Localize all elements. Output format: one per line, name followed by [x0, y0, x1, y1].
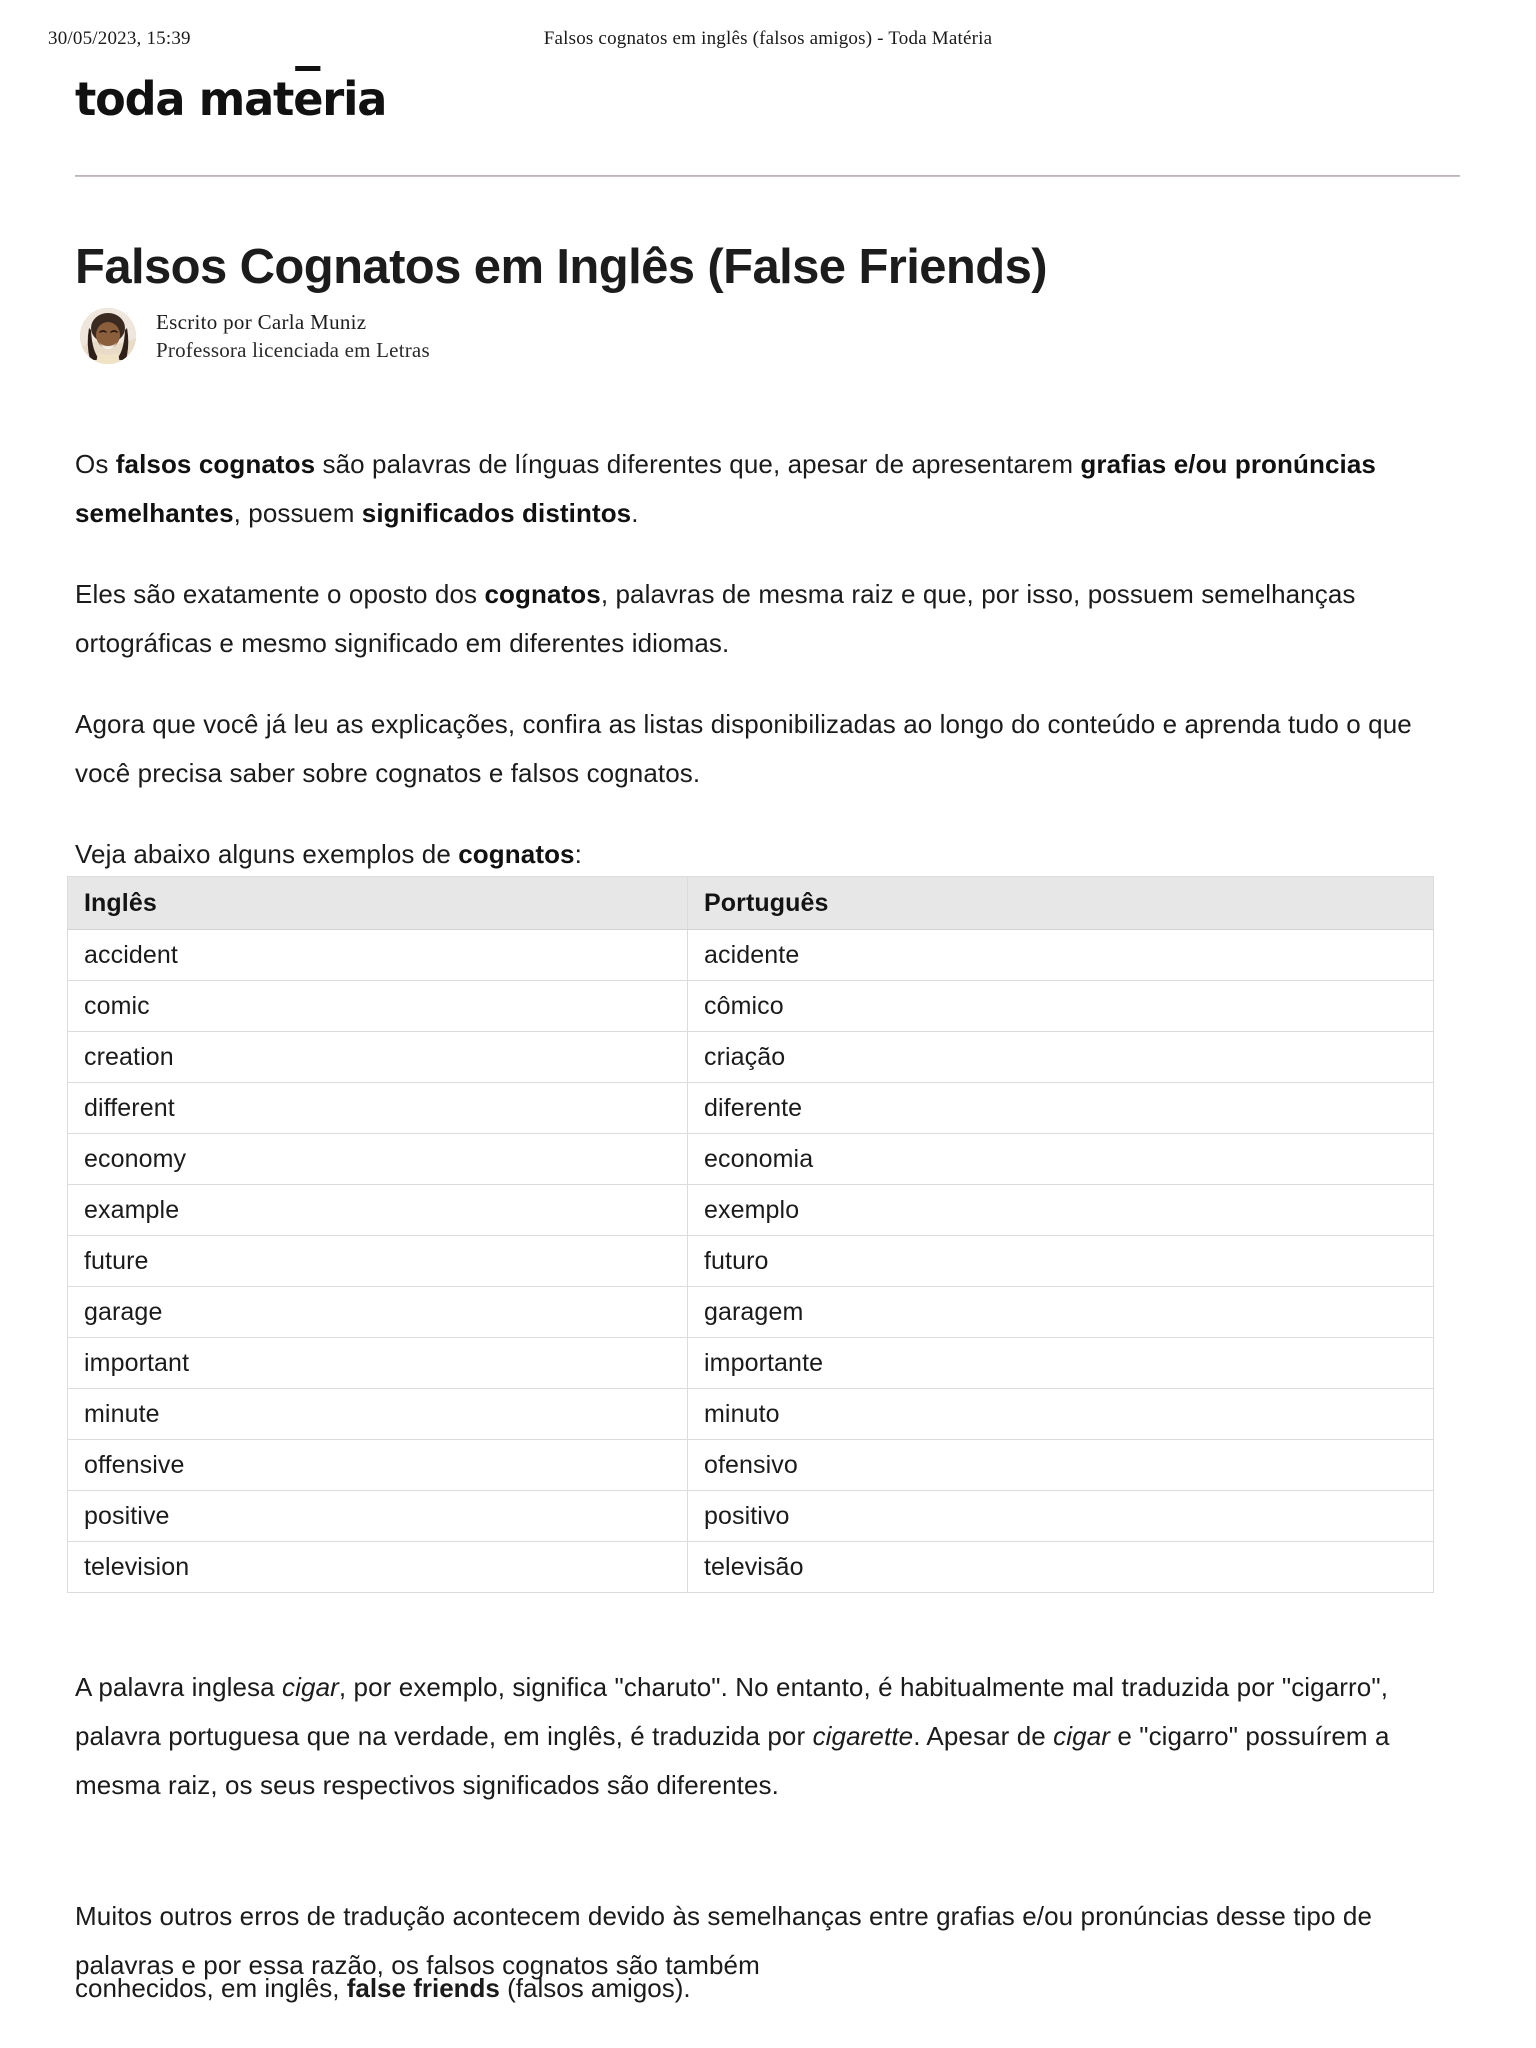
avatar-image [80, 308, 136, 364]
p1-bold1: falsos cognatos [115, 449, 316, 479]
table-row [68, 1389, 1434, 1440]
cell-english: positive [68, 1491, 688, 1542]
p5-seg3: . Apesar de [913, 1721, 1054, 1751]
cell-portuguese: minuto [688, 1389, 1434, 1440]
cell-english: different [68, 1083, 688, 1134]
cell-portuguese: ofensivo [688, 1440, 1434, 1491]
logo-text-part1: toda mat [75, 72, 294, 126]
page-title: Falsos Cognatos em Inglês (False Friends) [75, 239, 1047, 294]
p3-seg1: Agora que você já leu as explicações, confira as listas disponibilizadas ao longo do conteúdo e aprenda tudo o que você precisa saber sobre cognatos e falsos cognatos. [75, 709, 1412, 788]
clipped-last-line [75, 1973, 1425, 2008]
cell-english: minute [68, 1389, 688, 1440]
table-row [68, 1134, 1434, 1185]
p7-seg2: (falsos amigos). [499, 1973, 691, 2003]
table-head [68, 877, 1434, 930]
column-header-portuguese: Português [688, 877, 1434, 930]
cell-english: offensive [68, 1440, 688, 1491]
cell-english: comic [68, 981, 688, 1032]
table-body [68, 930, 1434, 1593]
table-row [68, 1491, 1434, 1542]
table-row [68, 1185, 1434, 1236]
table-row [68, 930, 1434, 981]
clipped-line-inner [75, 1964, 1425, 2013]
p1-seg1: Os [75, 449, 116, 479]
cell-portuguese: futuro [688, 1236, 1434, 1287]
p1-bold2: grafias e/ou pronúncias semelhantes [75, 449, 1376, 528]
cell-portuguese: importante [688, 1338, 1434, 1389]
cell-english: creation [68, 1032, 688, 1083]
table-row [68, 1542, 1434, 1593]
p1-seg3: , possuem [233, 498, 362, 528]
paragraph-opposite [75, 570, 1420, 668]
p4-bold1: cognatos [458, 839, 575, 869]
p2-seg1: Eles são exatamente o oposto dos [75, 579, 485, 609]
paragraph-cigar-example [75, 1663, 1425, 1810]
site-logo-text [75, 68, 386, 130]
p2-seg2: , palavras de mesma raiz e que, por isso, possuem semelhanças ortográficas e mesmo significado em diferentes idiomas. [75, 579, 1356, 658]
p7-seg1: conhecidos, em inglês, [75, 1973, 347, 2003]
table-row [68, 1032, 1434, 1083]
logo-accent-letter: e [293, 68, 322, 130]
cell-portuguese: economia [688, 1134, 1434, 1185]
p4-seg1: Veja abaixo alguns exemplos de [75, 839, 459, 869]
cell-portuguese: positivo [688, 1491, 1434, 1542]
header-divider [75, 175, 1460, 177]
column-header-english: Inglês [68, 877, 688, 930]
p6-seg1: Muitos outros erros de tradução acontecem devido às semelhanças entre grafias e/ou pronúncias desse tipo de palavras e por essa razão, os falsos cognatos são também [75, 1901, 1373, 1980]
cell-portuguese: exemplo [688, 1185, 1434, 1236]
byline [80, 305, 430, 367]
site-logo[interactable] [75, 68, 396, 130]
cell-portuguese: criação [688, 1032, 1434, 1083]
cell-english: television [68, 1542, 688, 1593]
table-row [68, 1338, 1434, 1389]
author-role: Professora licenciada em Letras [156, 338, 430, 362]
table-row [68, 981, 1434, 1032]
author-name: Escrito por Carla Muniz [156, 310, 367, 334]
p2-bold1: cognatos [484, 579, 601, 609]
table-row [68, 1440, 1434, 1491]
avatar [80, 308, 136, 364]
print-header [0, 28, 1536, 50]
cell-english: important [68, 1338, 688, 1389]
p1-seg2: são palavras de línguas diferentes que, apesar de apresentarem [315, 449, 1081, 479]
cell-portuguese: televisão [688, 1542, 1434, 1593]
cell-portuguese: garagem [688, 1287, 1434, 1338]
p1-seg4: . [631, 498, 639, 528]
table-row [68, 1083, 1434, 1134]
table-header-row [68, 877, 1434, 930]
cognates-table-wrapper [67, 876, 1433, 1593]
table-row [68, 1236, 1434, 1287]
paragraph-intro [75, 440, 1420, 538]
cell-english: garage [68, 1287, 688, 1338]
p5-italic2: cigarette [812, 1721, 914, 1751]
print-date: 30/05/2023, 15:39 [48, 28, 191, 49]
print-document-title: Falsos cognatos em inglês (falsos amigos) - Toda Matéria [543, 28, 993, 49]
cell-english: example [68, 1185, 688, 1236]
p5-italic1: cigar [282, 1672, 339, 1702]
p5-italic3: cigar [1053, 1721, 1111, 1751]
paragraph-table-lead [75, 830, 1420, 879]
p7-bold1: false friends [346, 1973, 500, 2003]
cell-portuguese: acidente [688, 930, 1434, 981]
cognates-table [67, 876, 1434, 1593]
cell-english: accident [68, 930, 688, 981]
paragraph-lists [75, 700, 1420, 798]
table-row [68, 1287, 1434, 1338]
cell-english: economy [68, 1134, 688, 1185]
cell-english: future [68, 1236, 688, 1287]
cell-portuguese: cômico [688, 981, 1434, 1032]
p5-seg1: A palavra inglesa [75, 1672, 283, 1702]
p5-seg4: e "cigarro" possuírem a mesma raiz, os seus respectivos significados são diferentes. [75, 1721, 1390, 1800]
logo-text-part2: ria [322, 72, 387, 126]
cell-portuguese: diferente [688, 1083, 1434, 1134]
p5-seg2: , por exemplo, significa "charuto". No entanto, é habitualmente mal traduzida por "cigarro", palavra portuguesa que na verdade, em inglês, é traduzida por [75, 1672, 1389, 1751]
p4-seg2: : [574, 839, 582, 869]
byline-text [156, 308, 430, 364]
p1-bold3: significados distintos [361, 498, 632, 528]
